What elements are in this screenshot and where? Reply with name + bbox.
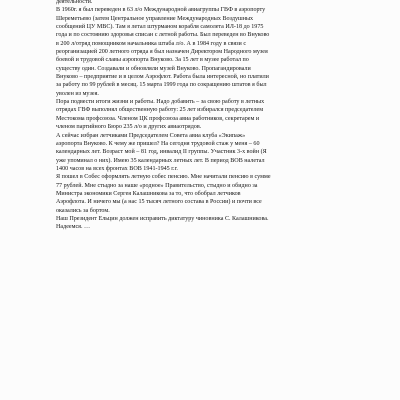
text-line: Шереметьево (затем Центральное управление Международных Воздушных [56, 15, 254, 22]
text-line: отрядах ГВФ выполнял общественную работу: 25 лет избирался председателем [56, 107, 264, 114]
text-line: Наш Президент Ельцин должен исправить диктатуру чиновника С. Калашникова. [56, 215, 269, 222]
text-line: А сейчас избран летчиками Председателем Совета авиа клуба «Экипаж» [56, 132, 246, 139]
text-line: членом партийного Бюро 235 л/о и других авиаотрядов. [56, 124, 202, 131]
text-line: деятельности. [56, 0, 93, 5]
text-line: Министра экономики Сергея Калашникова за то, что обобрал летчиков [56, 190, 241, 197]
text-line: Я пошел в Собес оформлять летную собес пенсию. Мне начитали пенсию в сумме [56, 174, 271, 181]
text-line: существу один. Создавали и обновляли музей Внуково. Пропагандировали [56, 65, 251, 72]
text-line: уже упоминал о них). Имею 35 календарных летных лет. В период ВОВ налетал [56, 157, 265, 164]
text-line: в 200 л/отряд помощником начальника штаба л/о. А в 1984 году в связи с [56, 40, 247, 47]
text-line: В 1960г. я был переведен в 63 л/о Международной авиагруппы ГВФ в аэропорту [56, 7, 266, 14]
text-line: сообщений ЦУ МВС). Там я летал штурманом корабля самолета ИЛ-18 до 1975 [56, 24, 264, 31]
text-line: оказались за бортом. [56, 207, 110, 214]
document-body [56, 0, 374, 232]
text-line: Местокома профсоюза. Членом ЦК профсоюза авиа работников, секретарем и [56, 115, 260, 122]
text-line: 77 рублей. Мне стыдно за наше «родное» Правительство, стыдно и обидно за [56, 182, 258, 189]
text-line: 1400 часов на всех фронтах ВОВ 1941-1945 г.г. [56, 165, 178, 172]
text-line: аэропорта Внуково. К чему же пришел? На сегодня трудовой стаж у меня – 60 [56, 140, 260, 147]
text-line: реорганизацией 200 летного отряда я был назначен Директором Народного музея [56, 49, 268, 56]
text-line: Аэрофлота. И ничего мы (а нас 15 тысяч летного состава в России) и почти все [56, 199, 262, 206]
text-line: боевой и трудовой славы аэропорта Внуково. За 15 лет в музее работал по [56, 57, 249, 64]
text-line: за работу по 99 рублей в месяц. 15 марта 1999 года по сокращению штатов я был [56, 82, 267, 89]
text-line: календарных лет. Возраст мой – 81 год, инвалид II группы. Участник 3-х войн (Я [56, 149, 267, 156]
text-line: Пора подвести итоги жизни и работы. Надо добавить – за свою работу в летных [56, 99, 265, 106]
text-line: года и по состоянию здоровья списан с летной работы. Был переведен во Внуково [56, 32, 270, 39]
text-line: Надеемся. … [56, 224, 91, 231]
text-line: Внуково – предприятие и в целом Аэрофлот. Работа была интересной, но платили [56, 74, 269, 81]
text-line: уволен из музея. [56, 90, 99, 97]
